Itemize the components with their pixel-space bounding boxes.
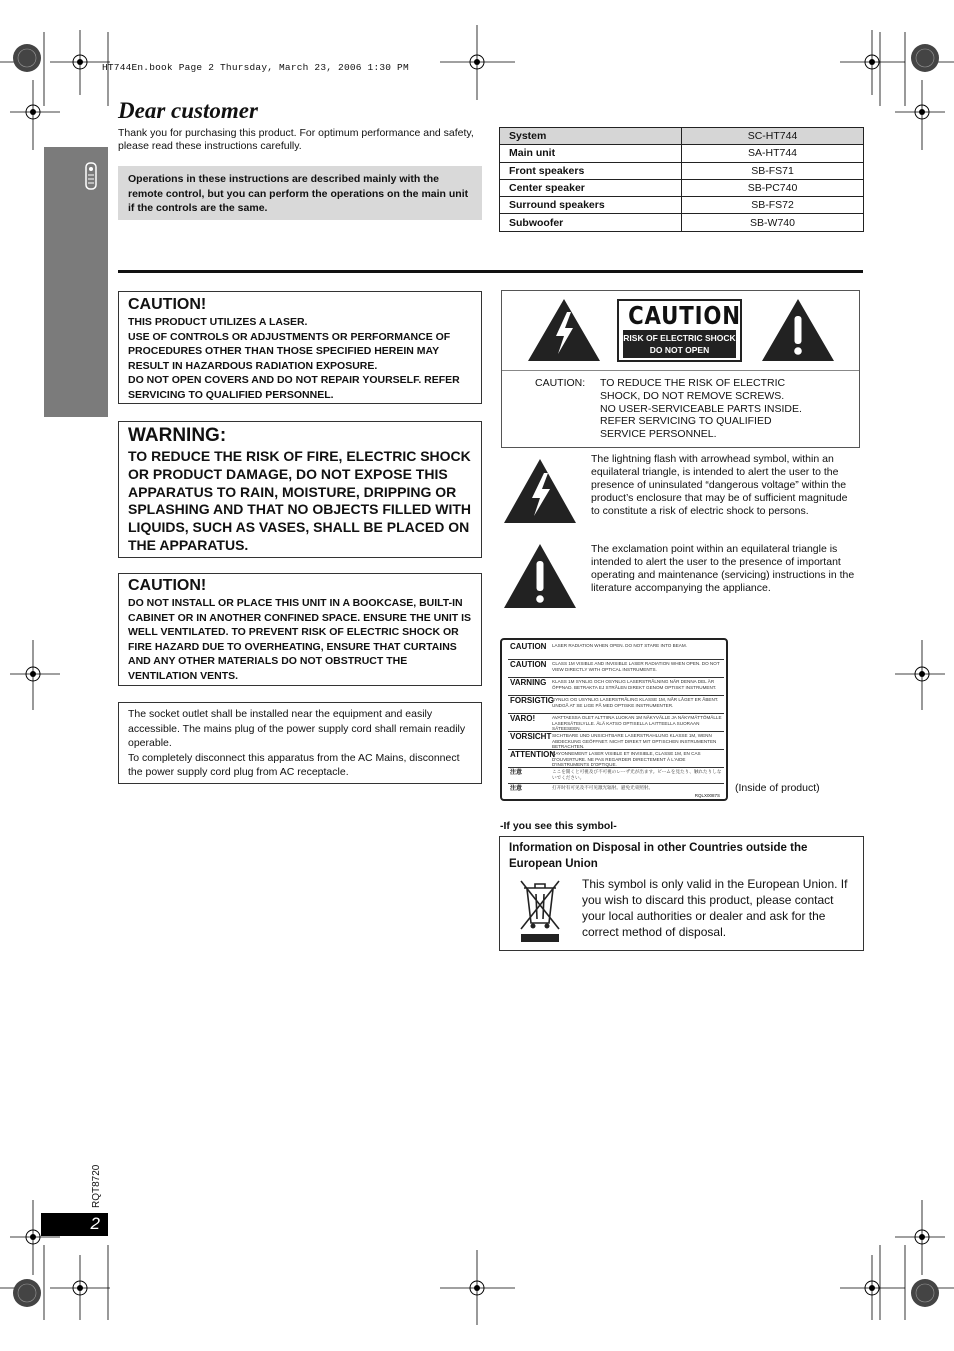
disconnect-text: To completely disconnect this apparatus from the AC Mains, disconnect the power supply cord plug from AC receptacle.: [128, 751, 460, 778]
label-key: ATTENTION: [510, 750, 556, 759]
warning-box: [118, 421, 482, 558]
caution-heading: CAUTION!: [128, 296, 207, 313]
label-key: VORSICHT: [510, 732, 552, 741]
label-key: VARO!: [510, 714, 536, 723]
caution-note-line: NO USER-SERVICEABLE PARTS INSIDE.: [600, 402, 802, 415]
page-number-box: [41, 1213, 108, 1236]
caution-word: CAUTION: [628, 301, 741, 330]
panel-divider: [502, 370, 859, 371]
table-row: [500, 214, 864, 231]
label-value: RAYONNEMENT LASER VISIBLE ET INVISIBLE, CLASSE 1M, EN CAS D'OUVERTURE. NE PAS REGARDER DIRECTEMENT À L'AIDE D'INSTRUMENTS D'OPTIQUE.: [552, 751, 701, 767]
table-row: [500, 197, 864, 214]
caution-band: RISK OF ELECTRIC SHOCK DO NOT OPEN: [623, 330, 736, 358]
exclamation-description: The exclamation point within an equilateral triangle is intended to alert the user to the presence of important operating and maintenance (servicing) instructions in the literature accompanying the appliance.: [591, 543, 855, 594]
lightning-triangle-icon: [503, 458, 577, 524]
label-row: [508, 750, 724, 768]
warning-heading: WARNING:: [128, 425, 227, 446]
page-number: 2: [90, 1214, 100, 1233]
model-label: Surround speakers: [500, 197, 682, 214]
laser-caution-box: [118, 291, 482, 404]
caution-line: DO NOT OPEN COVERS AND DO NOT REPAIR YOURSELF. REFER SERVICING TO QUALIFIED PERSONNEL.: [128, 374, 460, 401]
caution-note-line: TO REDUCE THE RISK OF ELECTRIC: [600, 377, 786, 389]
exclamation-triangle-icon: [503, 543, 577, 609]
label-row: [508, 660, 724, 678]
label-key: 注意: [510, 786, 523, 792]
caution-note-line: SHOCK, DO NOT REMOVE SCREWS.: [600, 389, 785, 402]
disposal-text: This symbol is only valid in the European Union. If you wish to discard this product, please contact your local authorities or dealer and ask for the correct method of disposal.: [582, 877, 848, 939]
label-row: [508, 784, 724, 796]
caution-note-label: CAUTION:: [535, 377, 586, 389]
operations-note: Operations in these instructions are described mainly with the remote control, but you can perform the operations on the main unit if the controls are the same.: [118, 166, 482, 220]
section-divider: [118, 270, 863, 273]
label-key: CAUTION: [510, 660, 547, 669]
lightning-triangle-icon: [527, 298, 601, 362]
model-value: SC-HT744: [682, 128, 864, 145]
label-row: [508, 714, 724, 732]
file-info-line: HT744En.book Page 2 Thursday, March 23, 2006 1:30 PM: [102, 62, 409, 73]
model-label: System: [500, 128, 682, 145]
caution-note-line: SERVICE PERSONNEL.: [600, 428, 717, 441]
caution-heading: CAUTION!: [128, 577, 207, 594]
crossed-bin-icon: [517, 875, 563, 943]
caution-sign: [617, 299, 742, 362]
label-row: [508, 642, 724, 660]
table-row: [500, 162, 864, 179]
model-value: SB-FS71: [682, 162, 864, 179]
model-value: SB-PC740: [682, 179, 864, 196]
label-row: [508, 678, 724, 696]
ventilation-caution-box: [118, 573, 482, 686]
model-label: Subwoofer: [500, 214, 682, 231]
remote-control-icon: [82, 161, 100, 193]
document-code: RQT8720: [91, 1164, 102, 1208]
caution-note-line: REFER SERVICING TO QUALIFIED: [600, 415, 772, 428]
label-row: [508, 696, 724, 714]
label-value: KLASS 1M SYNLIG OCH OSYNLIG LASERSTRÅLNING NÄR DENNA DEL ÄR ÖPPNAD. BETRAKTA EJ STRÅLEN DIREKT GENOM OPTISKT INSTRUMENT.: [552, 679, 717, 690]
socket-text: The socket outlet shall be installed near the equipment and easily accessible. The mains plug of the power supply cord shall remain readily operable.: [128, 708, 466, 749]
model-value: SA-HT744: [682, 145, 864, 162]
label-key: CAUTION: [510, 642, 547, 651]
model-table: [499, 127, 864, 232]
label-value: AVATTAESSA OLET ALTTIINA LUOKAN 1M NÄKYVÄLLE JA NÄKYMÄTTÖMÄLLE LASERSÄTEILYLLE. ÄLÄ KATSO OPTISELLA LAITTEELLA SUORAAN SÄTEESEEN.: [552, 715, 722, 731]
warning-text: TO REDUCE THE RISK OF FIRE, ELECTRIC SHOCK OR PRODUCT DAMAGE, DO NOT EXPOSE THIS APPARATUS TO RAIN, MOISTURE, DRIPPING OR SPLASHING AND THAT NO OBJECTS FILLED WITH LIQUIDS, SUCH AS VASES, SHALL BE PLACED ON THE APPARATUS.: [128, 448, 471, 553]
label-row: [508, 768, 724, 784]
page-title: Dear customer: [118, 98, 258, 123]
table-row: [500, 145, 864, 162]
label-value: SICHTBARE UND UNSICHTBARE LASERSTRAHLUNG KLASSE 1M, WENN ABDECKUNG GEÖFFNET. NICHT DIREKT MIT OPTISCHEN INSTRUMENTEN BETRACHTEN.: [552, 733, 717, 749]
ventilation-text: DO NOT INSTALL OR PLACE THIS UNIT IN A BOOKCASE, BUILT-IN CABINET OR IN ANOTHER CONFINED SPACE. ENSURE THE UNIT IS WELL VENTILATED. TO PREVENT RISK OF ELECTRIC SHOCK OR FIRE HAZARD DUE TO OVERHEATING, ENSURE THAT CURTAINS AND ANY OTHER MATERIALS DO NOT OBSTRUCT THE VENTILATION VENTS.: [128, 597, 472, 682]
label-value: ここを開くと可視及び不可視のレーザ光が出ます。ビームを見たり、触れたりしないでください。: [552, 769, 722, 780]
model-label: Main unit: [500, 145, 682, 162]
label-value: 打开时有可见及不可见激光辐射。避免光束照射。: [552, 785, 654, 790]
disposal-heading: Information on Disposal in other Countries outside the European Union: [509, 842, 808, 870]
model-label: Center speaker: [500, 179, 682, 196]
caution-line: THIS PRODUCT UTILIZES A LASER.: [128, 316, 308, 328]
section-tab: [44, 147, 108, 417]
table-row: [500, 128, 864, 145]
label-code: RQLX0087S: [694, 793, 720, 798]
label-key: VARNING: [510, 678, 547, 687]
model-value: SB-FS72: [682, 197, 864, 214]
socket-outlet-box: [118, 702, 482, 784]
exclamation-triangle-icon: [761, 298, 835, 362]
label-value: SYNLIG OG USYNLIG LASERSTRÅLING KLASSE 1M, NÅR LÅGET ER ÅBENT. UNDGÅ AT SE LIGE PÅ MED OPTISKE INSTRUMENTER.: [552, 697, 719, 708]
label-key: FORSIGTIG: [510, 696, 554, 705]
label-key: 注意: [510, 770, 523, 776]
table-row: [500, 179, 864, 196]
label-value: LASER RADIATION WHEN OPEN. DO NOT STARE INTO BEAM.: [552, 643, 687, 648]
disposal-box: [499, 836, 864, 951]
label-value: CLASS 1M VISIBLE AND INVISIBLE LASER RADIATION WHEN OPEN. DO NOT VIEW DIRECTLY WITH OPTICAL INSTRUMENTS.: [552, 661, 720, 672]
model-value: SB-W740: [682, 214, 864, 231]
laser-label-plate: [500, 638, 728, 801]
lightning-description: The lightning flash with arrowhead symbol, within an equilateral triangle, is intended to alert the user to the presence of uninsulated “dangerous voltage” within the product’s enclosure that may be of sufficient magnitude to constitute a risk of electric shock to persons.: [591, 453, 848, 517]
caution-line: USE OF CONTROLS OR ADJUSTMENTS OR PERFORMANCE OF PROCEDURES OTHER THAN THOSE SPECIFIED HEREIN MAY RESULT IN HAZARDOUS RADIATION EXPOSURE.: [128, 330, 451, 372]
inside-product-caption: (Inside of product): [735, 782, 820, 794]
see-symbol-heading: -If you see this symbol-: [500, 820, 617, 832]
label-row: [508, 732, 724, 750]
intro-text: Thank you for purchasing this product. For optimum performance and safety, please read these instructions carefully.: [118, 127, 474, 152]
model-label: Front speakers: [500, 162, 682, 179]
